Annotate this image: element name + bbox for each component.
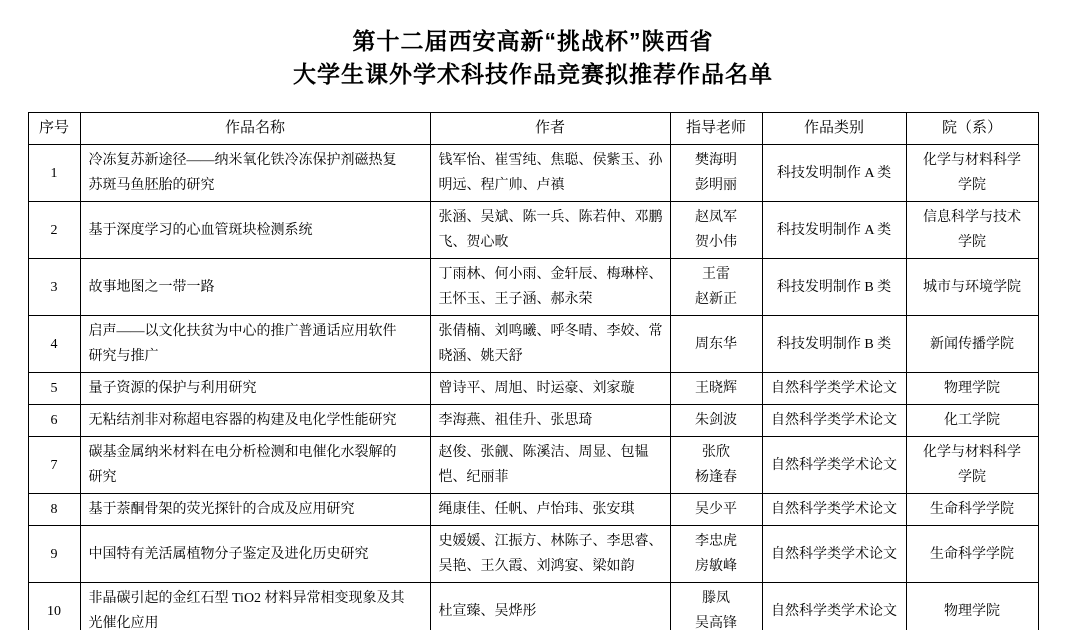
work-title: 启声——以文化扶贫为中心的推广普通话应用软件研究与推广 <box>80 316 430 373</box>
work-category: 自然科学类学术论文 <box>762 405 906 437</box>
table-row <box>28 437 1038 494</box>
document-title-line1: 第十二届西安高新“挑战杯”陕西省 <box>352 28 714 54</box>
table-row <box>28 526 1038 583</box>
department: 生命科学学院 <box>906 526 1038 583</box>
department: 信息科学与技术学院 <box>906 202 1038 259</box>
table-row <box>28 316 1038 373</box>
serial-number: 8 <box>28 494 80 526</box>
work-category: 科技发明制作 B 类 <box>762 259 906 316</box>
work-title: 量子资源的保护与利用研究 <box>80 373 430 405</box>
department: 化学与材料科学学院 <box>906 145 1038 202</box>
table-header-row <box>28 113 1038 145</box>
authors: 史媛媛、江振方、林陈子、李思睿、吴艳、王久霞、刘鸿宴、梁如韵 <box>430 526 670 583</box>
serial-number: 1 <box>28 145 80 202</box>
advisors: 周东华 <box>670 316 762 373</box>
work-title: 基于深度学习的心血管斑块检测系统 <box>80 202 430 259</box>
advisors: 王晓辉 <box>670 373 762 405</box>
department: 城市与环境学院 <box>906 259 1038 316</box>
table-row <box>28 583 1038 630</box>
column-header: 序号 <box>28 113 80 145</box>
work-title: 冷冻复苏新途径——纳米氧化铁冷冻保护剂磁热复苏斑马鱼胚胎的研究 <box>80 145 430 202</box>
table-row <box>28 494 1038 526</box>
work-category: 科技发明制作 A 类 <box>762 145 906 202</box>
authors: 钱军怡、崔雪纯、焦聪、侯紫玉、孙明远、程广帅、卢禛 <box>430 145 670 202</box>
advisors: 李忠虎 房敏峰 <box>670 526 762 583</box>
authors: 赵俊、张觎、陈溪洁、周显、包韫恺、纪丽菲 <box>430 437 670 494</box>
authors: 杜宣臻、吴烨彤 <box>430 583 670 630</box>
authors: 丁雨林、何小雨、金轩辰、梅琳梓、王怀玉、王子涵、郝永荣 <box>430 259 670 316</box>
serial-number: 10 <box>28 583 80 630</box>
serial-number: 9 <box>28 526 80 583</box>
work-category: 自然科学类学术论文 <box>762 526 906 583</box>
work-title: 碳基金属纳米材料在电分析检测和电催化水裂解的研究 <box>80 437 430 494</box>
column-header: 院（系） <box>906 113 1038 145</box>
authors: 张倩楠、刘鸣曦、呼冬晴、李姣、常晓涵、姚天舒 <box>430 316 670 373</box>
work-category: 科技发明制作 A 类 <box>762 202 906 259</box>
serial-number: 4 <box>28 316 80 373</box>
advisors: 滕凤 吴高锋 <box>670 583 762 630</box>
department: 化学与材料科学学院 <box>906 437 1038 494</box>
department: 物理学院 <box>906 373 1038 405</box>
advisors: 赵凤军 贺小伟 <box>670 202 762 259</box>
work-title: 基于萘酮骨架的荧光探针的合成及应用研究 <box>80 494 430 526</box>
department: 物理学院 <box>906 583 1038 630</box>
table-row <box>28 373 1038 405</box>
document-title-line2: 大学生课外学术科技作品竞赛拟推荐作品名单 <box>293 61 773 87</box>
serial-number: 7 <box>28 437 80 494</box>
work-title: 无粘结剂非对称超电容器的构建及电化学性能研究 <box>80 405 430 437</box>
serial-number: 6 <box>28 405 80 437</box>
column-header: 作者 <box>430 113 670 145</box>
table-row <box>28 259 1038 316</box>
advisors: 张欣 杨逢春 <box>670 437 762 494</box>
work-title: 非晶碳引起的金红石型 TiO2 材料异常相变现象及其光催化应用 <box>80 583 430 630</box>
column-header: 作品类别 <box>762 113 906 145</box>
work-title: 中国特有羌活属植物分子鉴定及进化历史研究 <box>80 526 430 583</box>
serial-number: 2 <box>28 202 80 259</box>
advisors: 王雷 赵新正 <box>670 259 762 316</box>
work-category: 自然科学类学术论文 <box>762 494 906 526</box>
advisors: 朱剑波 <box>670 405 762 437</box>
table-row <box>28 145 1038 202</box>
work-title: 故事地图之一带一路 <box>80 259 430 316</box>
authors: 李海燕、祖佳升、张思琦 <box>430 405 670 437</box>
authors: 曾诗平、周旭、时运豪、刘家璇 <box>430 373 670 405</box>
department: 新闻传播学院 <box>906 316 1038 373</box>
advisors: 樊海明 彭明丽 <box>670 145 762 202</box>
authors: 绳康佳、任帆、卢怡玮、张安琪 <box>430 494 670 526</box>
column-header: 作品名称 <box>80 113 430 145</box>
work-category: 自然科学类学术论文 <box>762 373 906 405</box>
advisors: 吴少平 <box>670 494 762 526</box>
table-row <box>28 405 1038 437</box>
department: 化工学院 <box>906 405 1038 437</box>
column-header: 指导老师 <box>670 113 762 145</box>
recommended-works-table <box>28 112 1039 630</box>
table-row <box>28 202 1038 259</box>
work-category: 自然科学类学术论文 <box>762 437 906 494</box>
authors: 张涵、吴斌、陈一兵、陈若仲、邓鹏飞、贺心畋 <box>430 202 670 259</box>
serial-number: 3 <box>28 259 80 316</box>
department: 生命科学学院 <box>906 494 1038 526</box>
serial-number: 5 <box>28 373 80 405</box>
work-category: 自然科学类学术论文 <box>762 583 906 630</box>
work-category: 科技发明制作 B 类 <box>762 316 906 373</box>
